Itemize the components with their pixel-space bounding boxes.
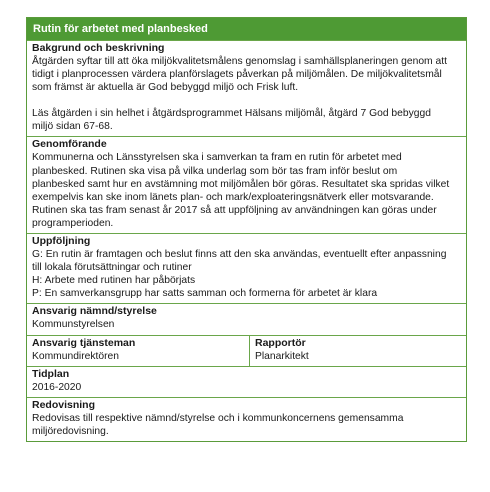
followup-section — [27, 233, 466, 303]
implementation-section — [27, 136, 466, 233]
reporter-title: Rapportör — [255, 336, 306, 349]
implementation-line: programperioden. — [32, 217, 114, 229]
implementation-line: Rutinen ska tas fram senast år 2017 så att uppföljning av användningen kan göras under — [32, 204, 437, 216]
background-section — [27, 40, 466, 136]
responsible-official-value: Kommundirektören — [32, 350, 119, 362]
background-line: tidigt i planprocessen värdera planförslagets påverkan på miljömålen. De miljökvalitetsmål — [32, 69, 442, 81]
reporting-title: Redovisning — [32, 398, 96, 411]
card-title: Rutin för arbetet med planbesked — [27, 18, 466, 40]
implementation-line: planbesked samt hur en avstämning mot miljömålen bör göras. Resultatet ska spridas vilket — [32, 178, 450, 190]
official-reporter-row — [27, 335, 466, 366]
implementation-line: planbesked. Rutinen ska visa på vilka underlag som bör tas fram inför beslut om — [32, 165, 398, 177]
responsible-official-cell — [27, 336, 250, 366]
reporting-line: Redovisas till respektive nämnd/styrelse och i kommunkoncernens gemensamma — [32, 412, 404, 424]
reporter-cell — [250, 336, 466, 366]
measure-card — [26, 17, 467, 442]
background-title: Bakgrund och beskrivning — [32, 42, 165, 54]
background-text — [32, 55, 461, 133]
implementation-title: Genomförande — [32, 138, 107, 151]
followup-line: H: Arbete med rutinen har påbörjats — [32, 275, 196, 287]
implementation-line: Kommunerna och Länsstyrelsen ska i samverkan ta fram en rutin för arbetet med — [32, 152, 402, 164]
timeline-value: 2016-2020 — [32, 381, 82, 393]
timeline-title: Tidplan — [32, 367, 70, 380]
responsible-board-value: Kommunstyrelsen — [32, 319, 115, 331]
background-line: Åtgärden syftar till att öka miljökvalitetsmålens genomslag i samhällsplaneringen genom att — [32, 56, 447, 67]
reporting-line: miljöredovisning. — [32, 425, 109, 437]
background-reference-line: miljö sidan 67-68. — [32, 121, 113, 133]
implementation-line: exempelvis kan ske inom länets plan- och mark/exploateringsnätverk eller motsvarande. — [32, 191, 434, 203]
reporting-section — [27, 397, 466, 441]
implementation-text — [32, 151, 461, 230]
followup-line: G: En rutin är framtagen och beslut finns att den ska användas, eventuellt efter anpassning — [32, 249, 447, 261]
timeline-section — [27, 366, 466, 397]
background-reference-line: Läs åtgärden i sin helhet i åtgärdsprogrammet Hälsans miljömål, åtgärd 7 God bebyggd — [32, 108, 431, 120]
background-line: som främst är aktuella är God bebyggd miljö och Frisk luft. — [32, 82, 299, 94]
reporting-text — [32, 412, 461, 438]
followup-line: P: En samverkansgrupp har satts samman och formerna för arbetet är klara — [32, 288, 378, 300]
followup-text — [32, 248, 461, 300]
responsible-board-section — [27, 303, 466, 334]
followup-line: till lokala förutsättningar och rutiner — [32, 262, 192, 274]
responsible-official-title: Ansvarig tjänsteman — [32, 336, 136, 349]
responsible-board-title: Ansvarig nämnd/styrelse — [32, 305, 157, 318]
reporter-value: Planarkitekt — [255, 350, 309, 362]
followup-title: Uppföljning — [32, 235, 91, 248]
